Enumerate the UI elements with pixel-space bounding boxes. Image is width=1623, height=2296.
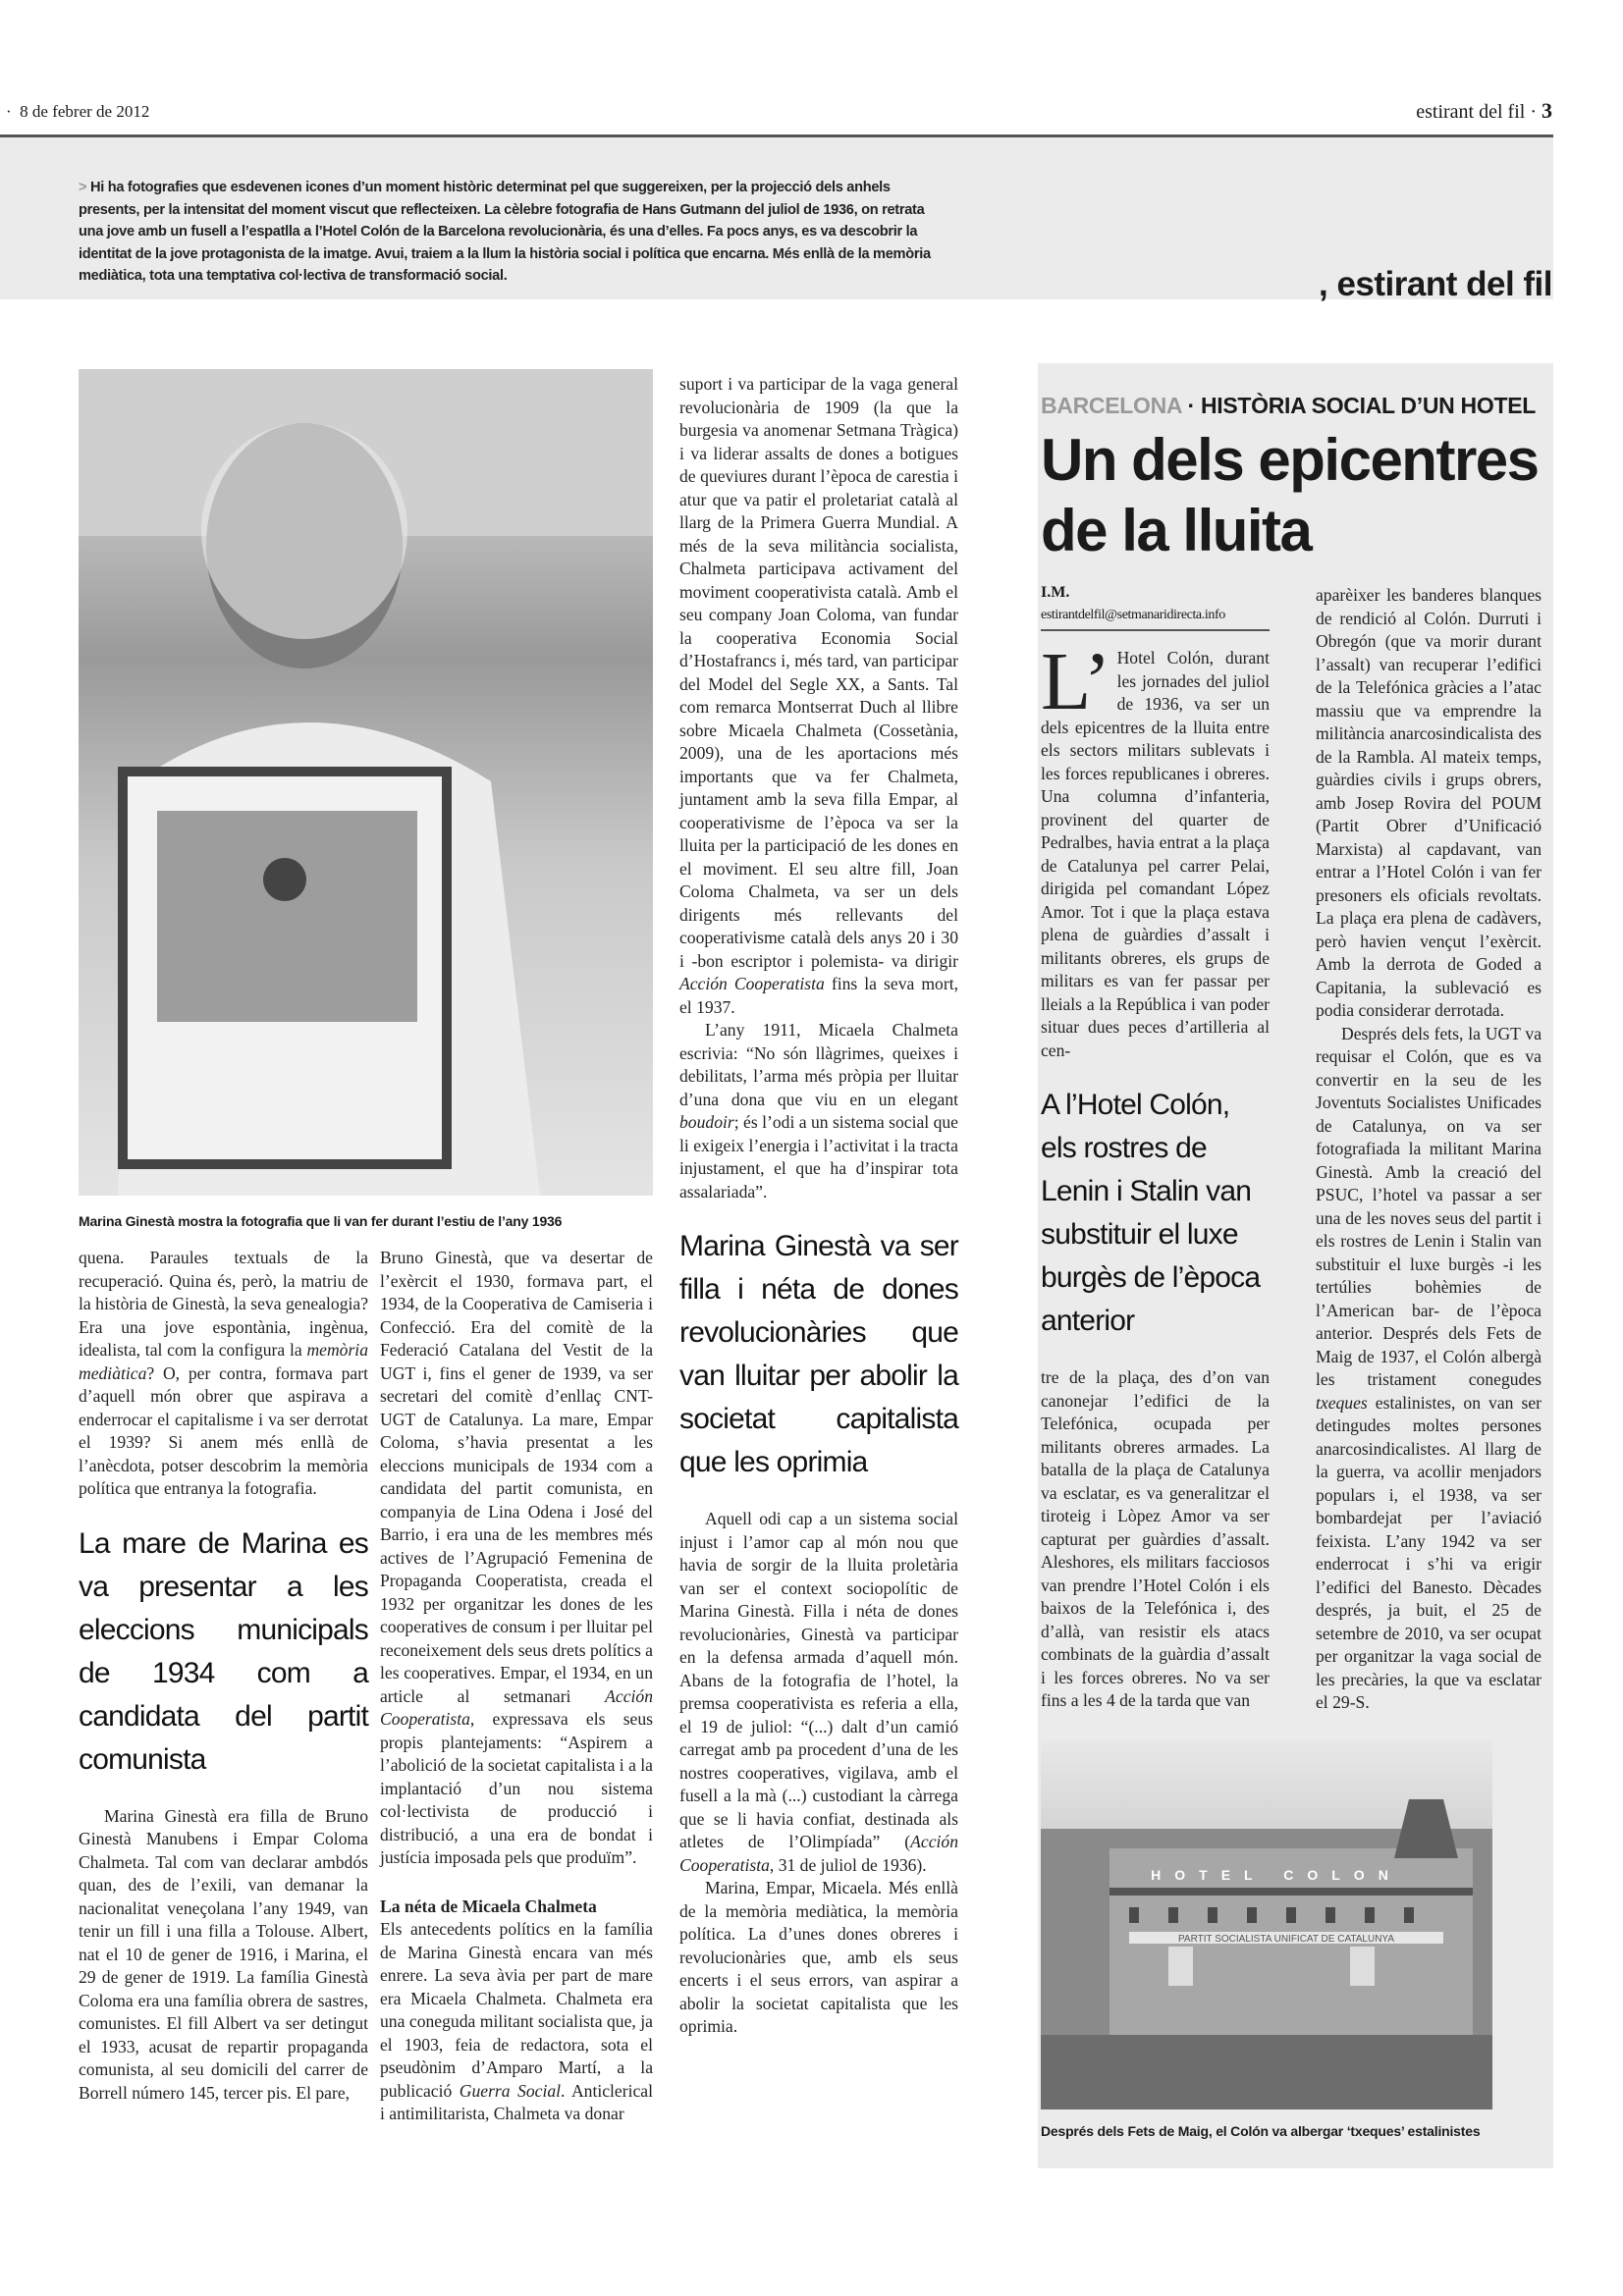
intro-text: > Hi ha fotografies que esdevenen icones d’un moment històric determinat pel que suggereixen, per la projecció dels anhels presents, per la intensitat del moment viscut que reflecteixen. La cèlebre fotografia de Hans Gutmann del juliol de 1936, on retrata una jove amb un fusell a l’espatlla a l’Hotel Colón de la Barcelona revolucionària, és una d’elles. Fa pocs anys, es va descobrir la identitat de la jove protagonista de la imatge. Avui, traiem a la llum la història social i política que encarna. Més enllà de la memòria mediàtica, tota una temptativa col·lectiva de transformació social. (79, 180, 931, 284)
sidebar-column-1: I.M. estirantdelfil@setmanaridirecta.info L’ Hotel Colón, durant les jornades del juliol de 1936, va ser un dels epicentres de la lluita entre els sectors militars sublevats i les forces republicanes i obreres. Una columna d’infanteria, provinent del quarter de Pedralbes, havia entrat a la plaça de Catalunya pel carrer Pelai, dirigida pel comandant López Amor. Tot i que la plaça estava plena de guàrdies d’assalt i militants obreres, els grups de militars es van fer passar per lleials a la República i van poder situar dues peces d’artilleria al cen- A l’Hotel Colón, els rostres de Lenin i Stalin van substituir el luxe burgès de l’època anterior tre de la plaça, des d’on van canonejar l’edifici de la Telefónica, ocupada per militants obreres armades. La batalla de la plaça de Catalunya va esclatar, es va generalitzar el tiroteig i Lòpez Amor va ser capturat per guàrdies d’assalt. Aleshores, els militars facciosos van prendre l’Hotel Colón i els baixos de la Telefónica i, des d’allà, van resistir els atacs combinats de la guàrdia d’assalt i les forces obreres. No va ser fins a les 4 de la tarda que van (1041, 584, 1270, 1713)
article-column-1: quena. Paraules textuals de la recuperació. Quina és, però, la matriu de la història de Ginestà, la seva genealogia? Era una jove espontània, ingènua, idealista, tal com la configura la memòria mediàtica? O, per contra, formava part d’aquell món obrer que aspirava a enderrocar el capitalisme i va ser derrotat el 1939? Si anem més enllà de l’anècdota, potser descobrim la memòria política que entranya la fotografia. La mare de Marina es va presentar a les eleccions municipals de 1934 com a candidata del partit comunista Marina Ginestà era filla de Bruno Ginestà Manubens i Empar Coloma Chalmeta. Tal com van declarar ambdós quan, des de l’exili, van demanar la nacionalitat veneçolana l’any 1949, van tenir un fill i una filla a Tolouse. Albert, nat el 10 de gener de 1916, i Marina, el 29 de gener de 1919. La família Ginestà Coloma era una família obrera de sastres, comunistes. El fill Albert va ser detingut el 1933, acusat de repartir propaganda comunista, al seu domicili del carrer de Borrell número 145, tercer pis. El pare, (79, 1248, 368, 2103)
hotel-colon-photo (1041, 1740, 1492, 2109)
sidebar-pull-quote: A l’Hotel Colón, els rostres de Lenin i Stalin van substituir el luxe burgès de l’època anterior (1041, 1089, 1261, 1337)
sidebar-kicker: BARCELONA · HISTÒRIA SOCIAL D’UN HOTEL (1041, 393, 1536, 418)
sidebar-headline: Un dels epicentres de la lluita (1041, 427, 1539, 563)
article-column-3: suport i va participar de la vaga general revolucionària de 1909 (la que la burgesia va anomenar Setmana Tràgica) i va liderar assalts de dones a botigues de queviures durant l’època de carestia i atur que va patir el proletariat català al llarg de la Primera Guerra Mundial. A més de la seva militància socialista, Chalmeta participava activament del moviment cooperativista català. Amb el seu company Joan Coloma, van fundar la cooperativa Economia Social d’Hostafrancs i, més tard, van participar del Model del Segle XX, a Sants. Tal com remarca Montserrat Duch al llibre sobre Micaela Chalmeta (Cossetània, 2009), una de les aportacions més importants que va fer Chalmeta, juntament amb la seva filla Empar, al cooperativisme de l’època va ser la lluita per la participació de les dones en el moviment. El seu altre fill, Joan Coloma Chalmeta, va ser un dels dirigents més rellevants del cooperativisme català dels anys 20 i 30 i -bon escriptor i polemista- va dirigir Acción Cooperatista fins la seva mort, el 1937. L’any 1911, Micaela Chalmeta escrivia: “No són llàgrimes, queixes i debilitats, l’arma més pròpia per lluitar d’una dona que viu en un elegant boudoir; és l’odi a un sistema social que li exigeix l’energia i l’activitat i la tracta injustament, el que ha d’inspirar tota assalariada”. Marina Ginestà va ser filla i néta de dones revolucionàries que van lluitar per abolir la societat capitalista que les oprimia Aquell odi cap a un sistema social injust i l’amor cap al món nou que havia de sorgir de la lluita proletària van ser el context sociopolític de Marina Ginestà. Filla i néta de dones revolucionàries, Ginestà va participar en la defensa armada d’aquell món. Abans de la fotografia de l’hotel, la premsa cooperativista es referia a ella, el 19 de juliol: “(...) dalt d’un camió carregat amb pa procedent d’una de les nostres cooperatives, vigilava, amb el fusell a la mà (...) custodiant la càrrega que se li havia confiat, destinada als atletes de l’Olimpíada” (Acción Cooperatista, 31 de juliol de 1936). Marina, Empar, Micaela. Més enllà de la memòria mediàtica, la memòria política. La d’unes dones obreres i revolucionàries que, amb els seus encerts i el seus errors, van aspirar a abolir la societat capitalista que les oprimia. (679, 374, 958, 2036)
issue-date: · 8 de febrer de 2012 (6, 102, 150, 121)
pull-quote-2: Marina Ginestà va ser filla i néta de dones revolucionàries que van lluitar per abolir la societat capitalista que les oprimia (679, 1230, 958, 1478)
subheading: La néta de Micaela Chalmeta (380, 1896, 597, 1916)
author-email[interactable]: estirantdelfil@setmanaridirecta.info (1041, 608, 1225, 622)
pull-quote-1: La mare de Marina es va presentar a les eleccions municipals de 1934 com a candidata del partit comunista (79, 1526, 368, 1776)
sidebar-column-1-cont: tre de la plaça, des d’on van canonejar l’edifici de la Telefónica, ocupada per militants obreres armades. La batalla de la plaça de Catalunya va esclatar, es va generalitzar el tiroteig i Lòpez Amor va ser capturat per guàrdies d’assalt. Aleshores, els militars facciosos van prendre l’Hotel Colón i els baixos de la Telefónica i, des d’allà, van resistir els atacs combinats de la guàrdia d’assalt i les forces obreres. No va ser fins a les 4 de la tarda que van (1041, 1367, 1270, 1710)
section-brand: , estirant del fil (1319, 265, 1552, 303)
sidebar-photo-caption: Després dels Fets de Maig, el Colón va albergar ‘txeques’ estalinistes (1041, 2122, 1481, 2139)
photo-banner-text: PARTIT SOCIALISTA UNIFICAT DE CATALUNYA (1177, 1933, 1395, 1945)
main-photo-caption: Marina Ginestà mostra la fotografia que li van fer durant l’estiu de l’any 1936 (79, 1213, 563, 1229)
byline (1041, 584, 1270, 631)
drop-cap: L’ (1041, 636, 1111, 727)
article-column-2: Bruno Ginestà, que va desertar de l’exèrcit el 1930, formava part, el 1934, de la Cooperativa de Camiseria i Confecció. Era del comitè de la Federació Catalana del Vestit de la UGT i, fins el gener de 1939, va ser secretari del comitè d’enllaç CNT-UGT de Catalunya. La mare, Empar Coloma, s’havia presentat a les eleccions municipals de 1934 com a candidata del partit comunista, en companyia de Lina Odena i José del Barrio, i era una de les membres més actives de l’Agrupació Femenina de Propaganda Cooperatista, creada el 1932 per organitzar les dones de les cooperatives de consum i per lluitar pel reconeixement dels seus drets polítics a les cooperatives. Empar, el 1934, en un article al setmanari Acción Cooperatista, expressava els seus propis plantejaments: “Aspirem a l’abolició de la societat capitalista i a la implantació d’un nou sistema col·lectivista de producció i distribució, a una era de bondat i justícia imposada pels que produïm”. La néta de Micaela Chalmeta Els antecedents polítics en la família de Marina Ginestà encara van més enrere. La seva àvia per part de mare era Micaela Chalmeta. Chalmeta era una coneguda militant socialista que, ja el 1903, feia de redactora, sota el pseudònim d’Amparo Martí, a la publicació Guerra Social. Anticlerical i antimilitarista, Chalmeta va donar (380, 1248, 653, 2123)
photo-sign-text: HOTEL COLON (1151, 1866, 1402, 1883)
author: I.M. (1041, 584, 1070, 601)
section-header: estirant del fil · 3 (1416, 98, 1552, 123)
main-photo (79, 369, 653, 1196)
sidebar-panel (1038, 363, 1553, 2168)
sidebar-column-2: aparèixer les banderes blanques de rendició al Colón. Durruti i Obregón (que va morir durant l’assalt) van recuperar l’edifici de la Telefónica gràcies a l’atac massiu que va emprendre la militància anarcosindicalista des de la Rambla. Al mateix temps, guàrdies civils i grups obrers, amb Josep Rovira del POUM (Partit Obrer d’Unificació Marxista) al capdavant, van entrar a l’Hotel Colón i van fer presoners els oficials revoltats. La plaça era plena de cadàvers, però havien vençut l’exèrcit. Amb la derrota de Goded a Capitania, la sublevació es podia considerar derrotada. Després dels fets, la UGT va requisar el Colón, que es va convertir en la seu de les Joventuts Socialistes Unificades de Catalunya, on va ser fotografiada la militant Marina Ginestà. Amb la creació del PSUC, l’hotel va passar a ser una de les noves seus del partit i els rostres de Lenin i Stalin van substituir el luxe burgès -i les tertúlies bohèmies de l’American bar- de l’època anterior. Després dels Fets de Maig de 1937, el Colón albergà les tristament conegudes txeques estalinistes, on van ser detingudes moltes persones anarcosindicalistes. Al llarg de la guerra, va acollir menjadors populars i, el 1938, va ser bombardejat per l’aviació feixista. L’any 1942 va ser enderrocat i s’hi va erigir l’edifici del Banesto. Dècades després, ja buit, el 25 de setembre de 2010, va ser ocupat per organitzar la vaga social de les precàries, la que va esclatar el 29-S. (1316, 585, 1542, 1712)
page-number: 3 (1542, 98, 1552, 123)
